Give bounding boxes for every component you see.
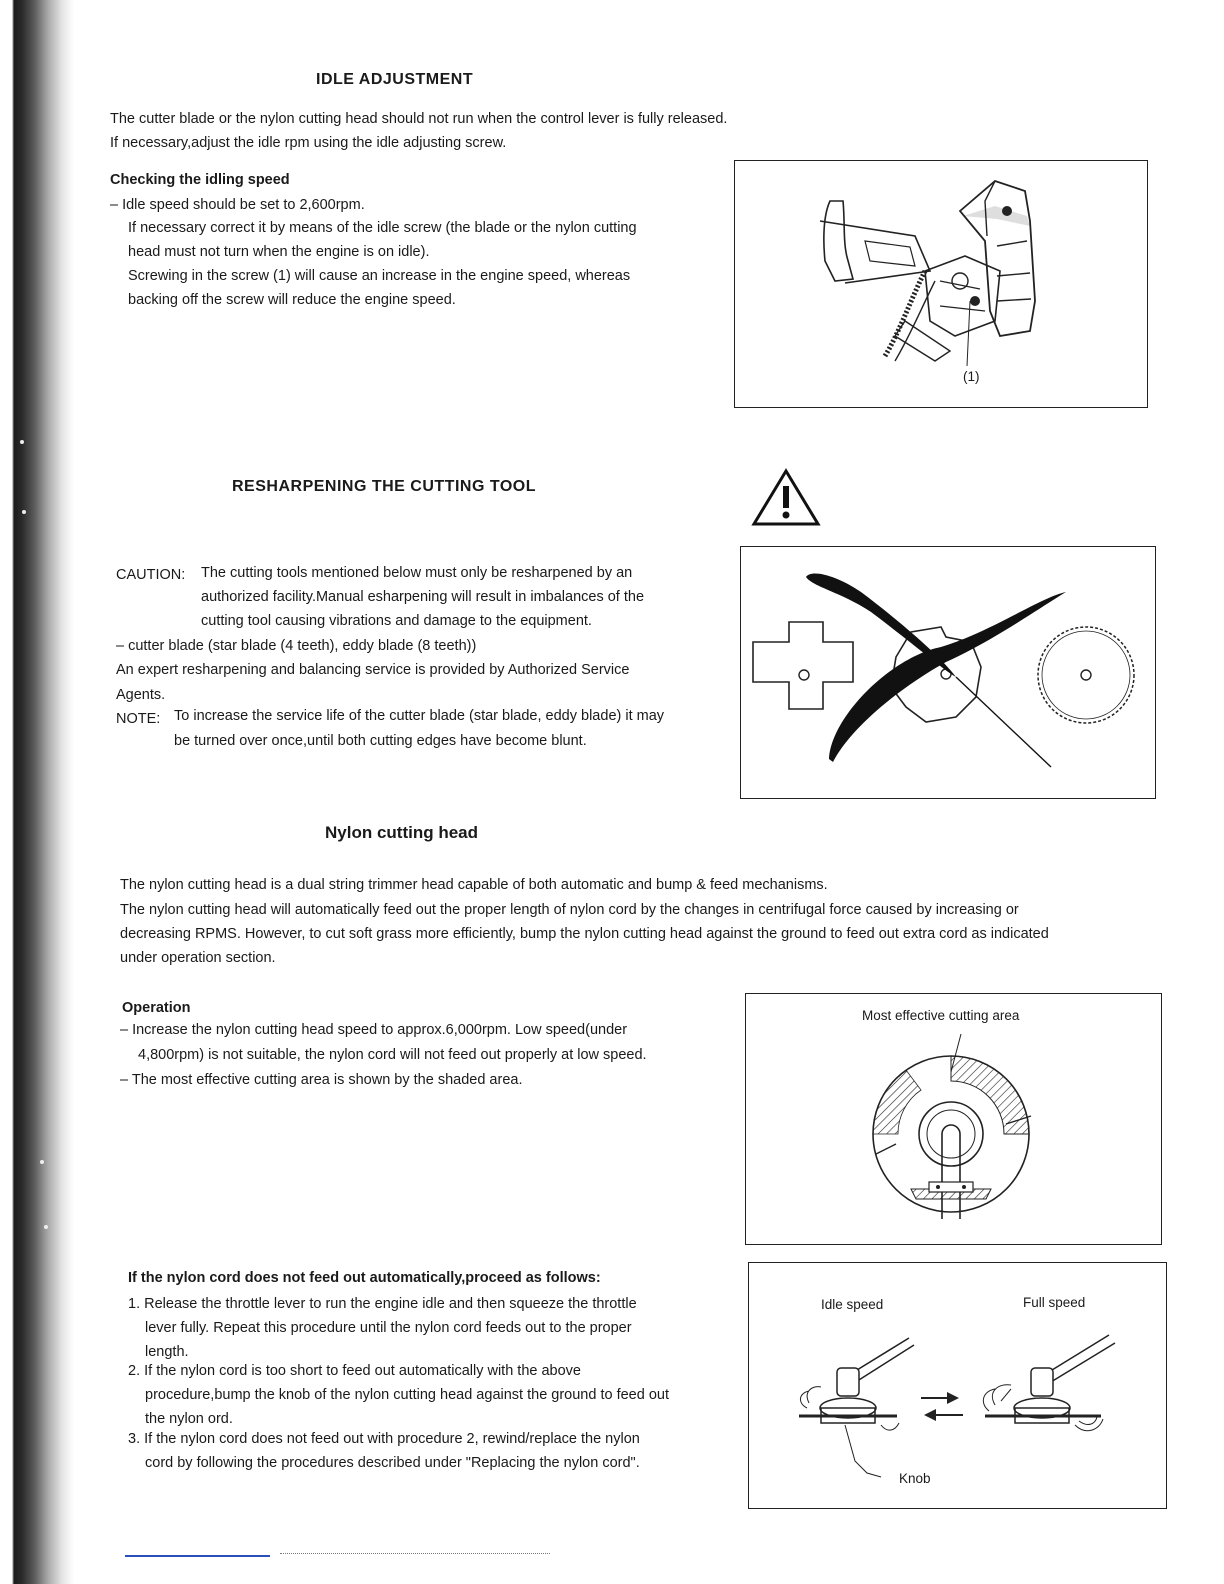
service-line: Agents.	[116, 687, 166, 703]
feed-line: 2. If the nylon cord is too short to feed out automatically with the above	[128, 1363, 581, 1379]
feed-line: lever fully. Repeat this procedure until the nylon cord feeds out to the proper	[145, 1320, 632, 1336]
nylon-paragraph-line: The nylon cutting head is a dual string trimmer head capable of both automatic and bump & feed mechanisms.	[120, 877, 828, 893]
service-line: An expert resharpening and balancing service is provided by Authorized Service	[116, 662, 630, 678]
operation-line: – The most effective cutting area is shown by the shaded area.	[120, 1072, 523, 1088]
full-speed-label: Full speed	[1023, 1295, 1086, 1310]
caution-line: cutting tool causing vibrations and damage to the equipment.	[201, 613, 592, 629]
blades-figure	[740, 546, 1156, 799]
cutting-area-figure	[745, 993, 1162, 1245]
idle-full-speed-figure	[748, 1262, 1167, 1509]
check-line: If necessary correct it by means of the idle screw (the blade or the nylon cutting	[128, 220, 637, 236]
blade-types-line: – cutter blade (star blade (4 teeth), eddy blade (8 teeth))	[116, 638, 477, 654]
nylon-paragraph-line: The nylon cutting head will automatically feed out the proper length of nylon cord by the changes in centrifugal force caused by increasing or	[120, 902, 1019, 918]
resharpen-title: RESHARPENING THE CUTTING TOOL	[232, 478, 536, 495]
scan-edge	[0, 0, 74, 1584]
footer-rule	[125, 1555, 270, 1557]
checking-heading: Checking the idling speed	[110, 172, 290, 188]
check-line: head must not turn when the engine is on idle).	[128, 244, 430, 260]
warning-icon	[750, 466, 822, 528]
feed-line: procedure,bump the knob of the nylon cutting head against the ground to feed out	[145, 1387, 669, 1403]
nylon-paragraph-line: under operation section.	[120, 950, 276, 966]
nylon-title: Nylon cutting head	[325, 823, 478, 842]
feed-line: 1. Release the throttle lever to run the engine idle and then squeeze the throttle	[128, 1296, 637, 1312]
cutting-area-label: Most effective cutting area	[862, 1008, 1020, 1023]
feed-heading: If the nylon cord does not feed out automatically,proceed as follows:	[128, 1270, 601, 1286]
idle-screw-figure	[734, 160, 1148, 408]
check-line: backing off the screw will reduce the engine speed.	[128, 292, 456, 308]
feed-line: the nylon ord.	[145, 1411, 233, 1427]
operation-line: – Increase the nylon cutting head speed to approx.6,000rpm. Low speed(under	[120, 1022, 628, 1038]
feed-line: 3. If the nylon cord does not feed out with procedure 2, rewind/replace the nylon	[128, 1431, 640, 1447]
check-line: – Idle speed should be set to 2,600rpm.	[110, 197, 365, 213]
idle-intro-line: The cutter blade or the nylon cutting head should not run when the control lever is fully released.	[110, 111, 728, 127]
caution-label: CAUTION:	[116, 567, 186, 583]
knob-label: Knob	[899, 1471, 931, 1486]
note-line: be turned over once,until both cutting edges have become blunt.	[174, 733, 587, 749]
feed-line: length.	[145, 1344, 189, 1360]
screw-callout-label: (1)	[963, 369, 980, 384]
nylon-paragraph-line: decreasing RPMS. However, to cut soft grass more efficiently, bump the nylon cutting head against the ground to feed out extra cord as indicated	[120, 926, 1049, 942]
idle-title: IDLE ADJUSTMENT	[316, 71, 474, 88]
note-label: NOTE:	[116, 711, 161, 727]
idle-intro-line: If necessary,adjust the idle rpm using the idle adjusting screw.	[110, 135, 507, 151]
operation-heading: Operation	[122, 1000, 191, 1016]
check-line: Screwing in the screw (1) will cause an increase in the engine speed, whereas	[128, 268, 631, 284]
note-line: To increase the service life of the cutter blade (star blade, eddy blade) it may	[174, 708, 665, 724]
operation-line: 4,800rpm) is not suitable, the nylon cord will not feed out properly at low speed.	[138, 1047, 647, 1063]
idle-speed-label: Idle speed	[821, 1297, 884, 1312]
caution-line: authorized facility.Manual esharpening will result in imbalances of the	[201, 589, 645, 605]
footer-dotted-rule	[280, 1553, 550, 1554]
feed-line: cord by following the procedures described under "Replacing the nylon cord".	[145, 1455, 640, 1471]
caution-line: The cutting tools mentioned below must only be resharpened by an	[201, 565, 633, 581]
